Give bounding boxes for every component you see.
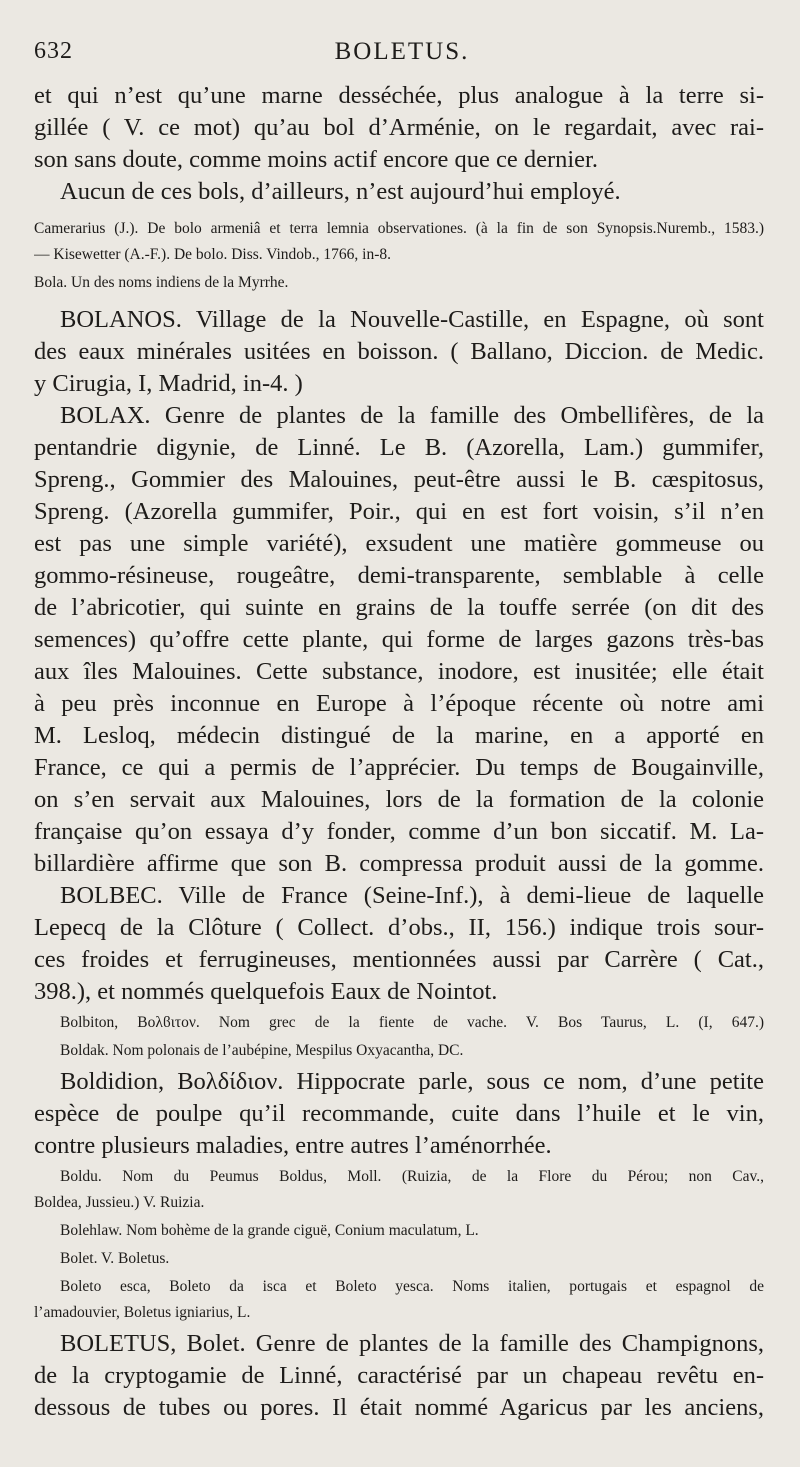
text-line: Bolet. V. Boletus.	[60, 1250, 170, 1267]
text-line: l’amadouvier, Boletus igniarius, L.	[34, 1304, 251, 1321]
text-line: espèce de poulpe qu’il recommande, cuite dans l’huile et le vin,	[34, 1100, 764, 1127]
text-line: semences) qu’offre cette plante, qui forme de larges gazons très-bas	[34, 626, 764, 653]
paragraph-bols-conclusion	[34, 176, 764, 208]
text-line: à peu près inconnue en Europe à l’époque récente où notre ami	[34, 690, 764, 717]
text-line: Aucun de ces bols, d’ailleurs, n’est aujourd’hui employé.	[60, 178, 621, 205]
text-line: Boldidion, Βολδίδιον. Hippocrate parle, sous ce nom, d’une petite	[60, 1068, 764, 1095]
entry-boldu	[34, 1164, 764, 1216]
page-number: 632	[34, 38, 73, 64]
running-head: BOLETUS.	[334, 38, 470, 65]
text-line: BOLAX. Genre de plantes de la famille des Ombellifères, de la	[60, 402, 764, 429]
text-line: aux îles Malouines. Cette substance, inodore, est inusitée; elle était	[34, 658, 764, 685]
paragraph-marne-continuation	[34, 80, 764, 176]
text-line: est pas une simple variété), exsudent une matière gommeuse ou	[34, 530, 764, 557]
entry-bolbec	[34, 880, 764, 1008]
page-header	[34, 38, 770, 72]
text-line: Boldak. Nom polonais de l’aubépine, Mespilus Oxyacantha, DC.	[60, 1042, 464, 1059]
text-line: — Kisewetter (A.-F.). De bolo. Diss. Vindob., 1766, in-8.	[34, 246, 392, 263]
text-line: Bola. Un des noms indiens de la Myrrhe.	[34, 274, 289, 291]
text-line: y Cirugia, I, Madrid, in-4. )	[34, 370, 303, 397]
bibliography-note	[34, 216, 764, 268]
entry-boletus	[34, 1328, 764, 1424]
text-line: ces froides et ferrugineuses, mentionnées aussi par Carrère ( Cat.,	[34, 946, 764, 973]
text-line: BOLANOS. Village de la Nouvelle-Castille, en Espagne, où sont	[60, 306, 764, 333]
page-body	[34, 80, 764, 1424]
text-line: on s’en servait aux Malouines, lors de la formation de la colonie	[34, 786, 764, 813]
text-line: contre plusieurs maladies, entre autres l’aménorrhée.	[34, 1132, 552, 1159]
text-line: billardière affirme que son B. compressa produit aussi de la gomme.	[34, 850, 764, 877]
text-line: France, ce qui a permis de l’apprécier. Du temps de Bougainville,	[34, 754, 764, 781]
text-line: Bolbiton, Βολϐιτον. Nom grec de la fiente de vache. V. Bos Taurus, L. (I, 647.)	[60, 1014, 764, 1031]
text-line: gommo-résineuse, rougeâtre, demi-transparente, semblable à celle	[34, 562, 764, 589]
text-line: des eaux minérales usitées en boisson. ( Ballano, Diccion. de Medic.	[34, 338, 764, 365]
text-line: M. Lesloq, médecin distingué de la marine, en a apporté en	[34, 722, 764, 749]
text-line: gillée ( V. ce mot) qu’au bol d’Arménie, on le regardait, avec rai-	[34, 114, 764, 141]
text-line: son sans doute, comme moins actif encore que ce dernier.	[34, 146, 598, 173]
text-line: 398.), et nommés quelquefois Eaux de Nointot.	[34, 978, 498, 1005]
text-line: Spreng. (Azorella gummifer, Poir., qui en est fort voisin, s’il n’en	[34, 498, 764, 525]
entry-bolbiton	[34, 1010, 764, 1036]
entry-bolehlaw	[34, 1218, 764, 1244]
text-line: Boldu. Nom du Peumus Boldus, Moll. (Ruizia, de la Flore du Pérou; non Cav.,	[60, 1168, 764, 1185]
text-line: dessous de tubes ou pores. Il était nommé Agaricus par les anciens,	[34, 1394, 764, 1421]
entry-boldak	[34, 1038, 764, 1064]
text-line: Spreng., Gommier des Malouines, peut-être aussi le B. cæspitosus,	[34, 466, 764, 493]
text-line: de l’abricotier, qui suinte en grains de la touffe serrée (on dit des	[34, 594, 764, 621]
text-line: de la cryptogamie de Linné, caractérisé par un chapeau revêtu en-	[34, 1362, 764, 1389]
entry-boleto-esca	[34, 1274, 764, 1326]
entry-bola	[34, 270, 764, 296]
text-line: Boleto esca, Boleto da isca et Boleto yesca. Noms italien, portugais et espagnol de	[60, 1278, 764, 1295]
text-line: Camerarius (J.). De bolo armeniâ et terra lemnia observationes. (à la fin de son Synopsis.Nuremb., 1583.)	[34, 220, 764, 237]
text-line: BOLETUS, Bolet. Genre de plantes de la famille des Champignons,	[60, 1330, 764, 1357]
entry-bolanos	[34, 304, 764, 400]
text-line: BOLBEC. Ville de France (Seine-Inf.), à demi-lieue de laquelle	[60, 882, 764, 909]
entry-bolet	[34, 1246, 764, 1272]
text-line: pentandrie digynie, de Linné. Le B. (Azorella, Lam.) gummifer,	[34, 434, 764, 461]
entry-bolax	[34, 400, 764, 880]
text-line: Bolehlaw. Nom bohème de la grande ciguë, Conium maculatum, L.	[60, 1222, 479, 1239]
text-line: et qui n’est qu’une marne desséchée, plus analogue à la terre si-	[34, 82, 764, 109]
entry-boldidion	[34, 1066, 764, 1162]
text-line: Boldea, Jussieu.) V. Ruizia.	[34, 1194, 205, 1211]
text-line: Lepecq de la Clôture ( Collect. d’obs., II, 156.) indique trois sour-	[34, 914, 764, 941]
text-line: française qu’on essaya d’y fonder, comme d’un bon siccatif. M. La-	[34, 818, 764, 845]
